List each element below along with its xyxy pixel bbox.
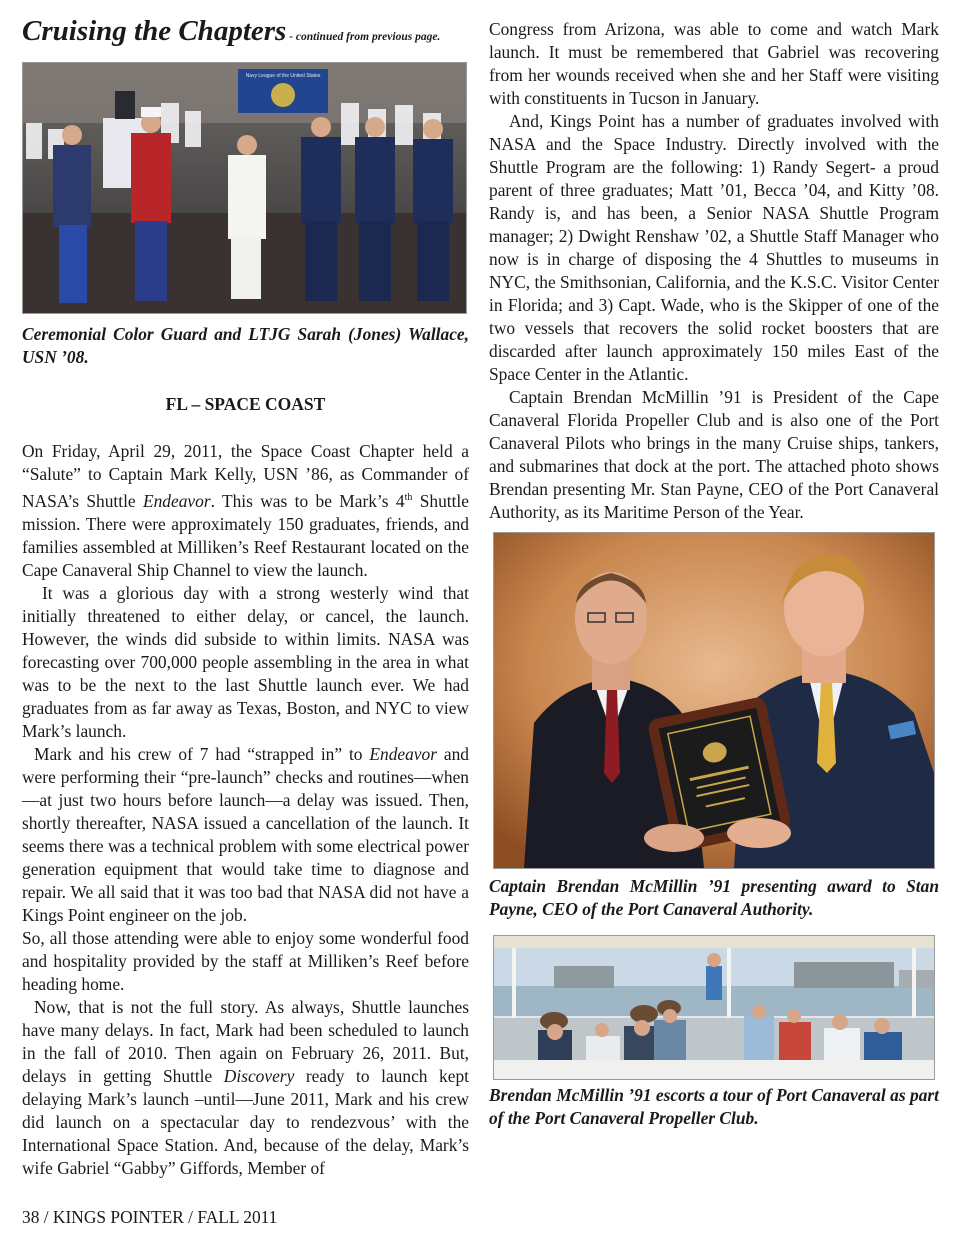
left-paragraph-3 xyxy=(22,743,469,927)
award-caption: Captain Brendan McMillin ’91 presenting award to Stan Payne, CEO of the Port Canaveral Authority. xyxy=(489,876,939,919)
left-column xyxy=(22,14,469,1180)
left-paragraph-1-text-b: . This was to be Mark’s 4 xyxy=(210,490,405,511)
tour-caption: Brendan McMillin ’91 escorts a tour of Port Canaveral as part of the Port Canaveral Propeller Club. xyxy=(489,1085,939,1128)
left-paragraph-5-text-b: ready to launch kept delaying Mark’s launch –until—June 2011, Mark and his crew did launch on a spectacular day to rendezvous’ with the International Space Station. And, because of the delay, Mark’s wife Gabriel “Gabby” Giffords, Member of xyxy=(22,1065,469,1178)
page-subtitle: - continued from previous page. xyxy=(286,31,441,43)
left-paragraph-3-shuttle-name: Endeavor xyxy=(369,743,437,764)
right-paragraph-2: And, Kings Point has a number of graduates involved with NASA and the Space Industry. Directly involved with the Shuttle Program are the following: 1) Randy Segert- a proud parent of three graduates; Matt ’01, Becca ’04, and Kitty ’08. Randy is, and has been, a Senior NASA Shuttle Program manager; 2) Dwight Renshaw ’02, a Shuttle Staff Manager who now is in charge of disposing the 4 Shuttles to museums in NYC, the Smithsonian, California, and the K.S.C. Visitor Center in Florida; and 3) Capt. Wade, who is the Skipper of one of the two vessels that recovers the solid rocket boosters that are discarded after launch approximately 150 miles East of the Space Center in the Atlantic. xyxy=(489,111,939,384)
award-photo xyxy=(493,532,935,869)
color-guard-caption: Ceremonial Color Guard and LTJG Sarah (Jones) Wallace, USN ’08. xyxy=(22,324,469,367)
page-header xyxy=(22,14,469,54)
left-paragraph-2: It was a glorious day with a strong westerly wind that initially threatened to either delay, or cancel, the launch. However, the winds did subside to within limits. NASA was forecasting over 700,000 people assembling in the area in what was to be the next to the last Shuttle launch ever. We had graduates from as far away as Texas, Boston, and NYC to view Mark’s launch. xyxy=(22,582,469,741)
left-paragraph-5 xyxy=(22,996,469,1180)
color-guard-photo xyxy=(22,62,467,314)
left-paragraph-4: So, all those attending were able to enjoy some wonderful food and hospitality provided by the staff at Milliken’s Reef before heading home. xyxy=(22,927,469,994)
right-paragraph-3: Captain Brendan McMillin ’91 is President of the Cape Canaveral Florida Propeller Club and is also one of the Port Canaveral Pilots who brings in the many Cruise ships, tankers, and submarines that dock at the port. The attached photo shows Brendan presenting Mr. Stan Payne, CEO of the Port Canaveral Authority, as its Maritime Person of the Year. xyxy=(489,387,939,522)
tour-photo xyxy=(493,935,935,1080)
color-guard-image xyxy=(23,63,466,313)
left-paragraph-1-text-c: Shuttle mission. There were approximately 150 graduates, friends, and families assembled at Milliken’s Reef Restaurant located on the Cape Canaveral Ship Channel to view the launch. xyxy=(22,490,469,580)
left-paragraph-3-text-a: Mark and his crew of 7 had “strapped in” to xyxy=(34,743,370,764)
right-paragraph-1: Congress from Arizona, was able to come and watch Mark launch. It must be remembered that Gabriel was recovering from her wounds received when she and her Staff were visiting with constituents in Tucson in January. xyxy=(489,19,939,108)
tour-image xyxy=(494,936,934,1079)
left-paragraph-1-superscript: th xyxy=(404,492,413,503)
page-title: Cruising the Chapters xyxy=(22,15,287,47)
left-paragraph-1-text-a: On Friday, April 29, 2011, the Space Coast Chapter held a “Salute” to Captain Mark Kelly, USN ’86, as Commander of NASA’s Shuttle xyxy=(22,441,469,511)
left-paragraph-1-shuttle-name: Endeavor xyxy=(142,490,211,511)
banner-text: Navy League of the United States xyxy=(245,73,321,79)
left-paragraph-5-text-a: Now, that is not the full story. As always, Shuttle launches have many delays. In fact, Mark had been scheduled to launch in the fall of 2010. Then again on February 26, 2011. But, delays in getting Shuttle xyxy=(22,996,469,1086)
right-column xyxy=(489,18,939,1130)
left-paragraph-5-shuttle-name: Discovery xyxy=(223,1065,295,1086)
left-paragraph-3-text-b: and were performing their “pre-launch” checks and routines—when—at just two hours before launch—a delay was issued. Then, shortly thereafter, NASA issued a cancellation of the launch. It seems there was a technical problem with some electrical power generation equipment that would take time to diagnose and repair. We all said that it was too bad that NASA did not have a Kings Point engineer on the job. xyxy=(22,743,469,925)
section-heading: FL – SPACE COAST xyxy=(165,394,326,414)
page-folio: 38 / KINGS POINTER / FALL 2011 xyxy=(22,1207,278,1227)
award-image xyxy=(494,533,934,868)
left-paragraph-1 xyxy=(22,440,469,582)
